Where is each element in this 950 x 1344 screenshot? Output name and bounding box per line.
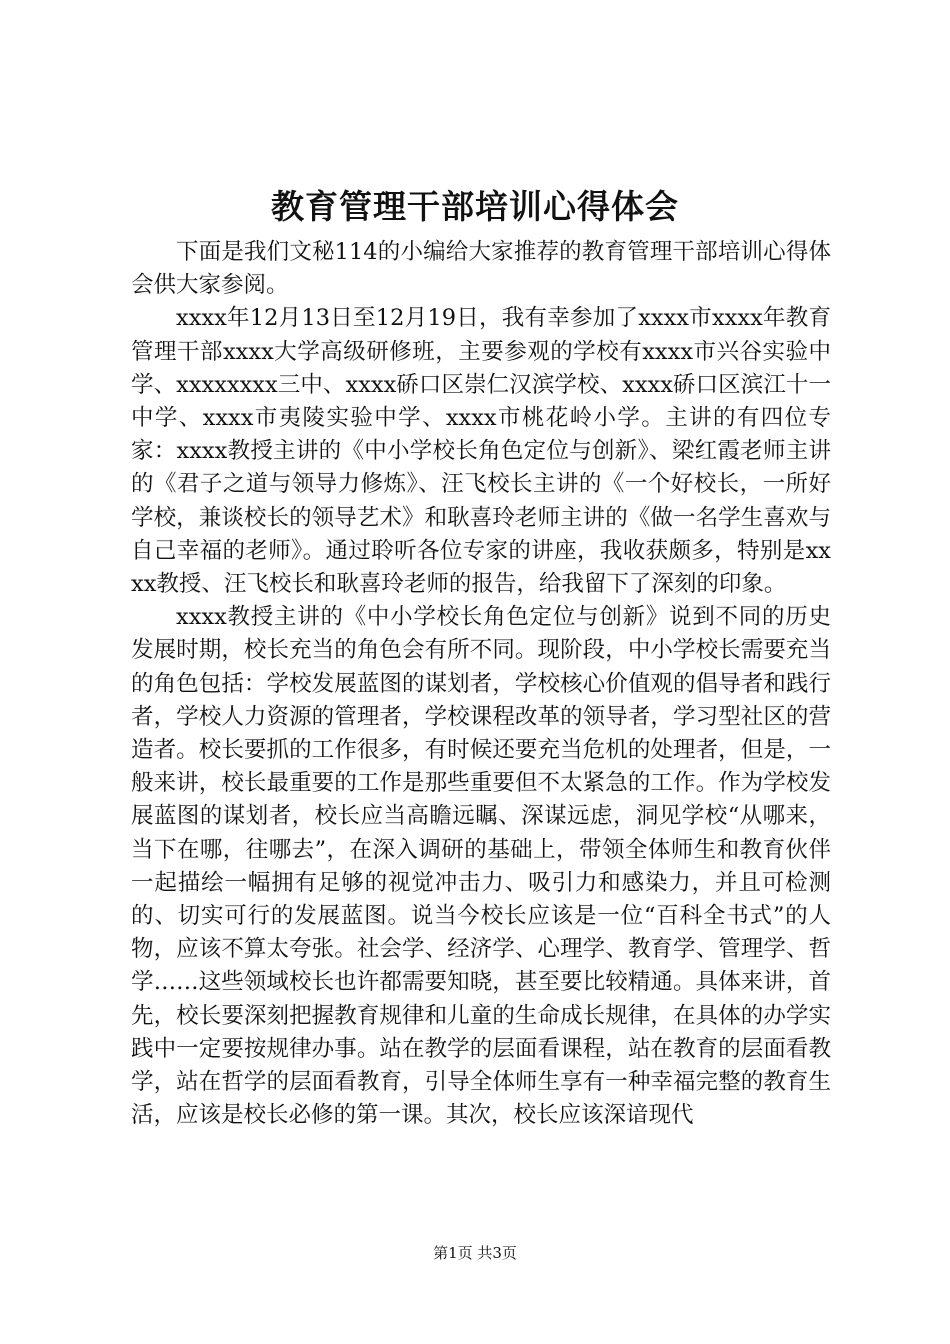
document-body xyxy=(131,236,831,1132)
document-title: 教育管理干部培训心得体会 xyxy=(271,187,679,226)
body-paragraph-2: xxxx教授主讲的《中小学校长角色定位与创新》说到不同的历史发展时期，校长充当的角色会有所不同。现阶段，中小学校长需要充当的角色包括：学校发展蓝图的谋划者，学校核心价值观的倡导者和践行者，学校人力资源的管理者，学校课程改革的领导者，学习型社区的营造者。校长要抓的工作很多，有时候还要充当危机的处理者，但是，一般来讲，校长最重要的工作是那些重要但不太紧急的工作。作为学校发展蓝图的谋划者，校长应当高瞻远瞩、深谋远虑，洞见学校“从哪来，当下在哪，往哪去”，在深入调研的基础上，带领全体师生和教育伙伴一起描绘一幅拥有足够的视觉冲击力、吸引力和感染力，并且可检测的、切实可行的发展蓝图。说当今校长应该是一位“百科全书式”的人物，应该不算太夸张。社会学、经济学、心理学、教育学、管理学、哲学……这些领域校长也许都需要知晓，甚至要比较精通。具体来讲，首先，校长要深刻把握教育规律和儿童的生命成长规律，在具体的办学实践中一定要按规律办事。站在教学的层面看课程，站在教育的层面看教学，站在哲学的层面看教育，引导全体师生享有一种幸福完整的教育生活，应该是校长必修的第一课。其次，校长应该深谙现代 xyxy=(131,604,831,1129)
body-paragraph-1: xxxx年12月13日至12月19日，我有幸参加了xxxx市xxxx年教育管理干部xxxx大学高级研修班，主要参观的学校有xxxx市兴谷实验中学、xxxxxxxx三中、xxxx硚口区崇仁汉滨学校、xxxx硚口区滨江十一中学、xxxx市夷陵实验中学、xxxx市桃花岭小学。主讲的有四位专家：xxxx教授主讲的《中小学校长角色定位与创新》、梁红霞老师主讲的《君子之道与领导力修炼》、汪飞校长主讲的《一个好校长，一所好学校，兼谈校长的领导艺术》和耿喜玲老师主讲的《做一名学生喜欢与自己幸福的老师》。通过聆听各位专家的讲座，我收获颇多，特别是xxxx教授、汪飞校长和耿喜玲老师的报告，给我留下了深刻的印象。 xyxy=(131,305,831,598)
intro-paragraph: 下面是我们文秘114的小编给大家推荐的教育管理干部培训心得体会供大家参阅。 xyxy=(131,239,831,299)
page-footer: 第1页 共3页 xyxy=(433,1244,517,1262)
